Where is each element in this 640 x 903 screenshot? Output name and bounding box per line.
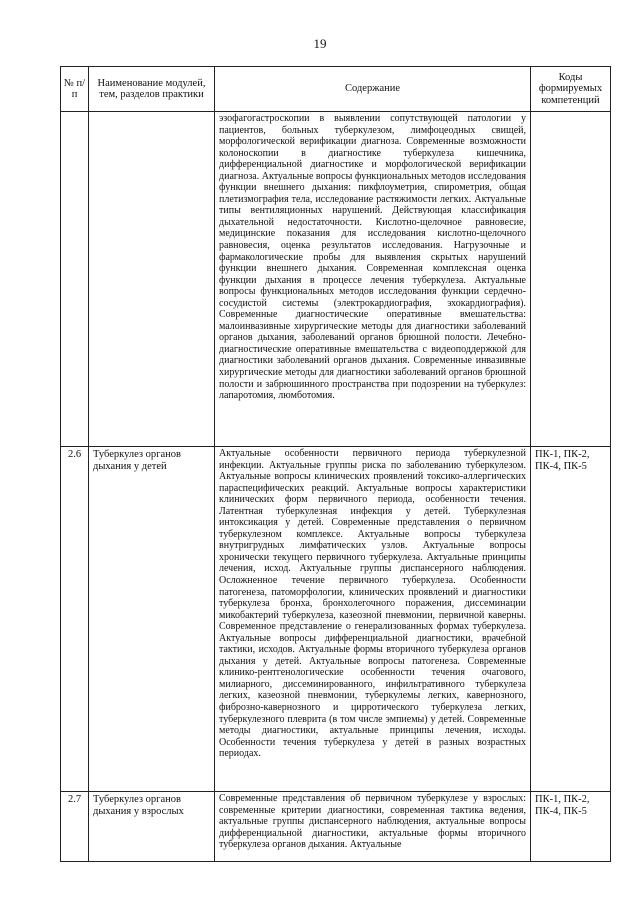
table-header-row — [61, 67, 611, 112]
row-content: эзофагогастроскопии в выявлении сопутствующей патологии у пациентов, больных туберкулезом, лимфоцеодных свищей, морфологической верификации диагноза. Современные возможности колоноскопии в диагностике туберкулеза кишечника, дифференциальной диагностике и морфологической верификации диагноза. Актуальные вопросы функциональных методов исследования функции внешнего дыхания: пикфлоуметрия, спирометрия, общая плетизмография тела, исследование растяжимости легких. Актуальные типы вентиляционных нарушений. Действующая классификация дыхательной недостаточности. Кислотно-щелочное равновесие, медицинские показания для исследования кислотно-щелочного равновесия, оценка результатов исследования. Нагрузочные и фармакологические пробы для выявления скрытых нарушений функции внешнего дыхания. Современная комплексная оценка функции дыхания в процессе лечения туберкулеза. Актуальные вопросы функциональных методов исследования функции сердечно-сосудистой системы (электрокардиография, эхокардиография). Современные диагностические оперативные вмешательства: малоинвазивные хирургические методы для диагностики заболеваний органов дыхания, заболеваний органов брюшной полости. Лечебно-диагностические оперативные вмешательства с видеоподдержкой для диагностики заболеваний органов дыхания. Современные инвазивные хирургические методы для диагностики заболеваний органов брюшной полости и забрюшинного пространства при подозрении на туберкулез: лапаротомия, люмботомия. — [215, 112, 531, 447]
header-content: Содержание — [215, 67, 531, 112]
row-codes: ПК-1, ПК-2, ПК-4, ПК-5 — [531, 792, 611, 862]
row-topic: Туберкулез органов дыхания у детей — [89, 447, 215, 792]
page-number: 19 — [313, 36, 327, 51]
row-topic: Туберкулез органов дыхания у взрослых — [89, 792, 215, 862]
row-content: Современные представления об первичном туберкулезе у взрослых: современные критерии диагностики, современная тактика ведения, актуальные группы диспансерного наблюдения, актуальные вопросы дифференциальной диагностики, актуальные формы вторичного туберкулеза органов дыхания. Актуальные — [215, 792, 531, 862]
row-content: Актуальные особенности первичного периода туберкулезной инфекции. Актуальные группы риска по заболеванию туберкулезом. Актуальные вопросы клинических проявлений токсико-аллергических парaспецифических реакций. Актуальные вопросы характеристики клинических форм первичного периода, особенности течения. Латентная туберкулезная инфекция у детей. Туберкулезная интоксикация у детей. Современные представления о первичном туберкулезном комплексе. Актуальные вопросы туберкулеза внутригрудных лимфатических узлов. Актуальные вопросы хронически текущего первичного туберкулеза. Актуальные принципы лечения, исход. Актуальные группы диспансерного наблюдения. Осложненное течение первичного туберкулеза. Особенности патогенеза, патоморфологии, клинических проявлений и диагностики туберкулеза бронха, бронхолегочного поражения, диссеминации микобактерий туберкулеза, казеозной пневмонии, первичной каверны. Современное представление о генерализованных формах туберкулеза. Актуальные вопросы дифференциальной диагностики, врачебной тактики, исходов. Актуальные формы вторичного туберкулеза органов дыхания у детей. Актуальные вопросы патогенеза. Современные клинико-рентгенологические особенности течения очагового, милиарного, диссеминированного, инфильтративного туберкулеза легких, казеозной пневмонии, туберкулемы легких, кавернозного, фиброзно-кавернозного и цирротического туберкулеза легких, туберкулезного плеврита (в том числе эмпиемы) у детей. Современные методы диагностики, актуальные принципы лечения, исходы. Особенности течения туберкулеза у детей в разных возрастных периодах. — [215, 447, 531, 792]
table-row — [61, 112, 611, 447]
curriculum-table — [60, 66, 611, 862]
table-row — [61, 792, 611, 862]
table-row — [61, 447, 611, 792]
header-name: Наименование модулей, тем, разделов практики — [89, 67, 215, 112]
row-codes: ПК-1, ПК-2, ПК-4, ПК-5 — [531, 447, 611, 792]
row-number: 2.7 — [61, 792, 89, 862]
row-number: 2.6 — [61, 447, 89, 792]
header-codes: Коды формируемых компетенций — [531, 67, 611, 112]
header-num: № п/п — [61, 67, 89, 112]
row-topic — [89, 112, 215, 447]
row-codes — [531, 112, 611, 447]
row-number — [61, 112, 89, 447]
